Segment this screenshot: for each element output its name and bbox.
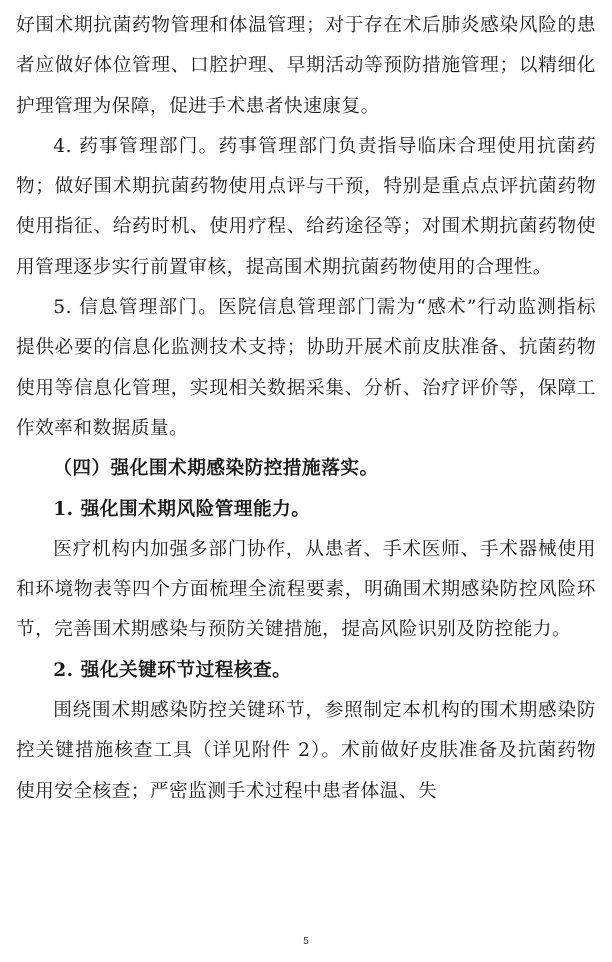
paragraph-continuation: 好围术期抗菌药物管理和体温管理；对于存在术后肺炎感染风险的患者应做好体位管理、口腔护理、早期活动等预防措施管理；以精细化护理管理为保障，促进手术患者快速康复。 — [16, 15, 596, 117]
paragraph-key-checks: 围绕围术期感染防控关键环节，参照制定本机构的围术期感染防控关键措施核查工具（详见附件 2）。术前做好皮肤准备及抗菌药物使用安全核查；严密监测手术过程中患者体温、失 — [16, 700, 596, 802]
paragraph-pharmacy-dept: 4. 药事管理部门。药事管理部门负责指导临床合理使用抗菌药物；做好围术期抗菌药物使用点评与干预，特别是重点点评抗菌药物使用指征、给药时机、使用疗程、给药途径等；对围术期抗菌药物使用管理逐步实行前置审核，提高围术期抗菌药物使用的合理性。 — [16, 135, 596, 278]
subheading-key-checks: 2. 强化关键环节过程核查。 — [53, 659, 292, 681]
subheading-risk-management: 1. 强化围术期风险管理能力。 — [53, 498, 311, 520]
page-number: 5 — [303, 936, 309, 947]
document-page — [16, 6, 596, 812]
paragraph-info-dept: 5. 信息管理部门。医院信息管理部门需为“感术”行动监测指标提供必要的信息化监测技术支持；协助开展术前皮肤准备、抗菌药物使用等信息化管理，实现相关数据采集、分析、治疗评价等，保障工作效率和数据质量。 — [16, 297, 596, 439]
section-heading-4: （四）强化围术期感染防控措施落实。 — [53, 458, 379, 480]
paragraph-risk-management: 医疗机构内加强多部门协作，从患者、手术医师、手术器械使用和环境物表等四个方面梳理全流程要素，明确围术期感染防控风险环节，完善围术期感染与预防关键措施，提高风险识别及防控能力。 — [16, 538, 596, 641]
